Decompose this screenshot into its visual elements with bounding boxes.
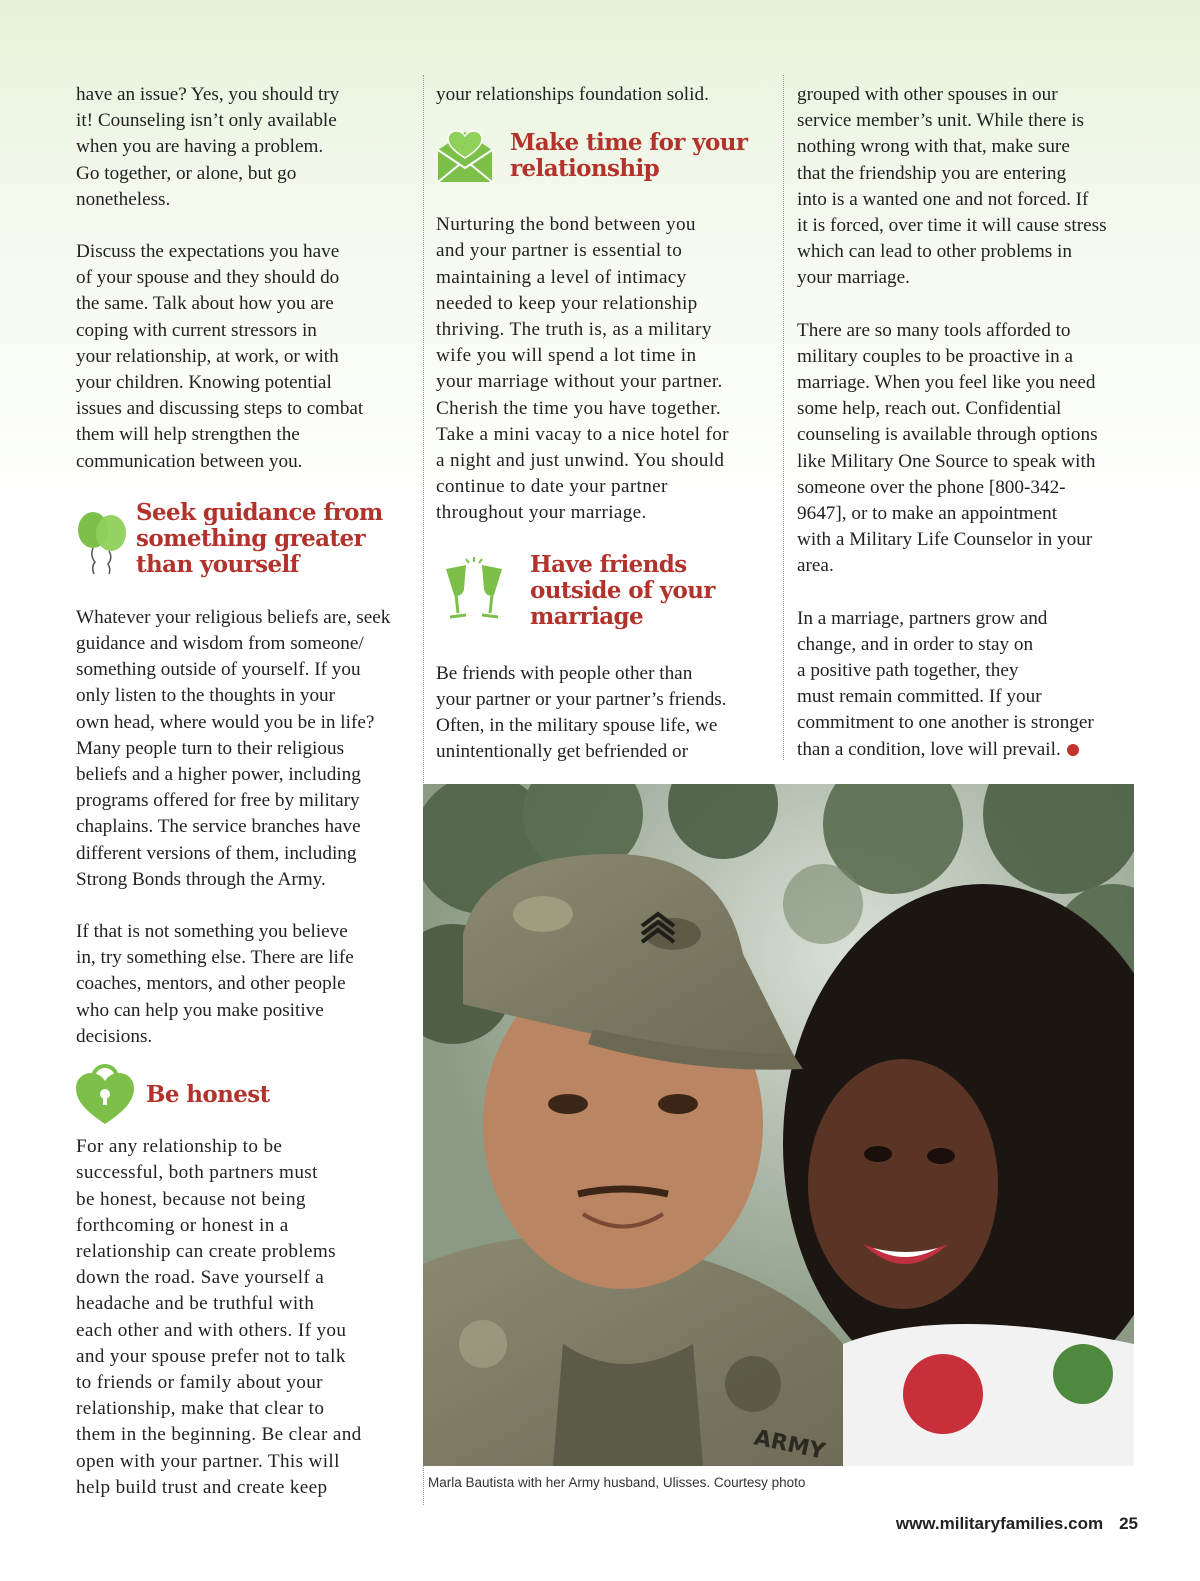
paragraph: Nurturing the bond between you and your partner is essential to maintaining a level of intimacy needed to keep your relationship thriving. The truth is, as a military wife you will spend a lot time in your marriage without your partner. Cherish the time you have together. Take a mini vacay to a nice hotel for a night and just unwind. You should continue to date your partner throughout your marriage. <box>436 214 729 524</box>
heart-lock-icon <box>76 1064 134 1126</box>
paragraph: your relationships foundation solid. <box>436 84 709 105</box>
couple-photo <box>423 784 1134 1466</box>
page-footer <box>896 1514 1138 1534</box>
section-heading-guidance <box>76 499 416 579</box>
paragraph: In a marriage, partners grow and change, and in order to stay on a positive path together, they must remain committed. If your commitment to one another is stronger than a condition, love will prevail. <box>797 607 1094 760</box>
website-url[interactable]: www.militaryfamilies.com <box>895 1514 1104 1533</box>
section-heading-time <box>436 126 776 186</box>
paragraph: grouped with other spouses in our service member’s unit. While there is nothing wrong with that, make sure that the friendship you are entering into is a wanted one and not forced. If it is forced, over time it will cause stress which can lead to other problems in your marriage. <box>797 84 1107 289</box>
photo-caption: Marla Bautista with her Army husband, Ulisses. Courtesy photo <box>428 1475 806 1490</box>
paragraph: For any relationship to be successful, both partners must be honest, because not being forthcoming or honest in a relationship can create problems down the road. Save yourself a headache and be truthful with each other and with others. If you and your spouse prefer not to talk to friends or family about your relationship, make that clear to them in the beginning. Be clear and open with your partner. This will help build trust and create keep <box>76 1136 362 1498</box>
paragraph: have an issue? Yes, you should try it! Counseling isn’t only available when you are having a problem. Go together, or alone, but go nonetheless. <box>76 84 340 210</box>
champagne-toast-icon <box>436 555 512 627</box>
paragraph: There are so many tools afforded to military couples to be proactive in a marriage. When you feel like you need some help, reach out. Confidential counseling is available through options like Military One Source to speak with someone over the phone [800-342- 9647], or to make an appointment with a Military Life Counselor in your area. <box>797 319 1098 577</box>
section-heading-honest <box>76 1062 416 1128</box>
page-number: 25 <box>1119 1514 1138 1533</box>
section-heading: Seek guidance from something greater than yourself <box>136 498 383 578</box>
end-of-article-bullet <box>1067 744 1079 756</box>
article-column-2 <box>436 82 776 765</box>
paragraph: If that is not something you believe in, try something else. There are life coaches, mentors, and other people who can help you make positive decisions. <box>76 921 354 1047</box>
heart-envelope-icon <box>436 128 494 184</box>
article-column-3 <box>797 82 1142 763</box>
column-divider-2 <box>783 75 784 760</box>
section-heading: Be honest <box>146 1081 270 1109</box>
article-column-1 <box>76 82 416 1501</box>
balloons-icon <box>76 508 132 576</box>
paragraph: Whatever your religious beliefs are, seek guidance and wisdom from someone/ something outside of yourself. If you only listen to the thoughts in your own head, where would you be in life? Many people turn to their religious beliefs and a higher power, including programs offered for free by military chaplains. The service branches have different versions of them, including Strong Bonds through the Army. <box>76 606 391 890</box>
section-heading: Have friends outside of your marriage <box>530 550 715 630</box>
uniform-tape-text: ARMY <box>751 1425 828 1465</box>
couple-photo-illustration <box>423 784 1134 1466</box>
paragraph: Be friends with people other than your partner or your partner’s friends. Often, in the military spouse life, we unintentionally get befriended or <box>436 662 727 763</box>
paragraph: Discuss the expectations you have of your spouse and they should do the same. Talk about how you are coping with current stressors in your relationship, at work, or with your children. Knowing potential issues and discussing steps to combat them will help strengthen the communication between you. <box>76 241 364 472</box>
section-heading-friends <box>436 549 776 633</box>
section-heading: Make time for your relationship <box>510 129 748 183</box>
